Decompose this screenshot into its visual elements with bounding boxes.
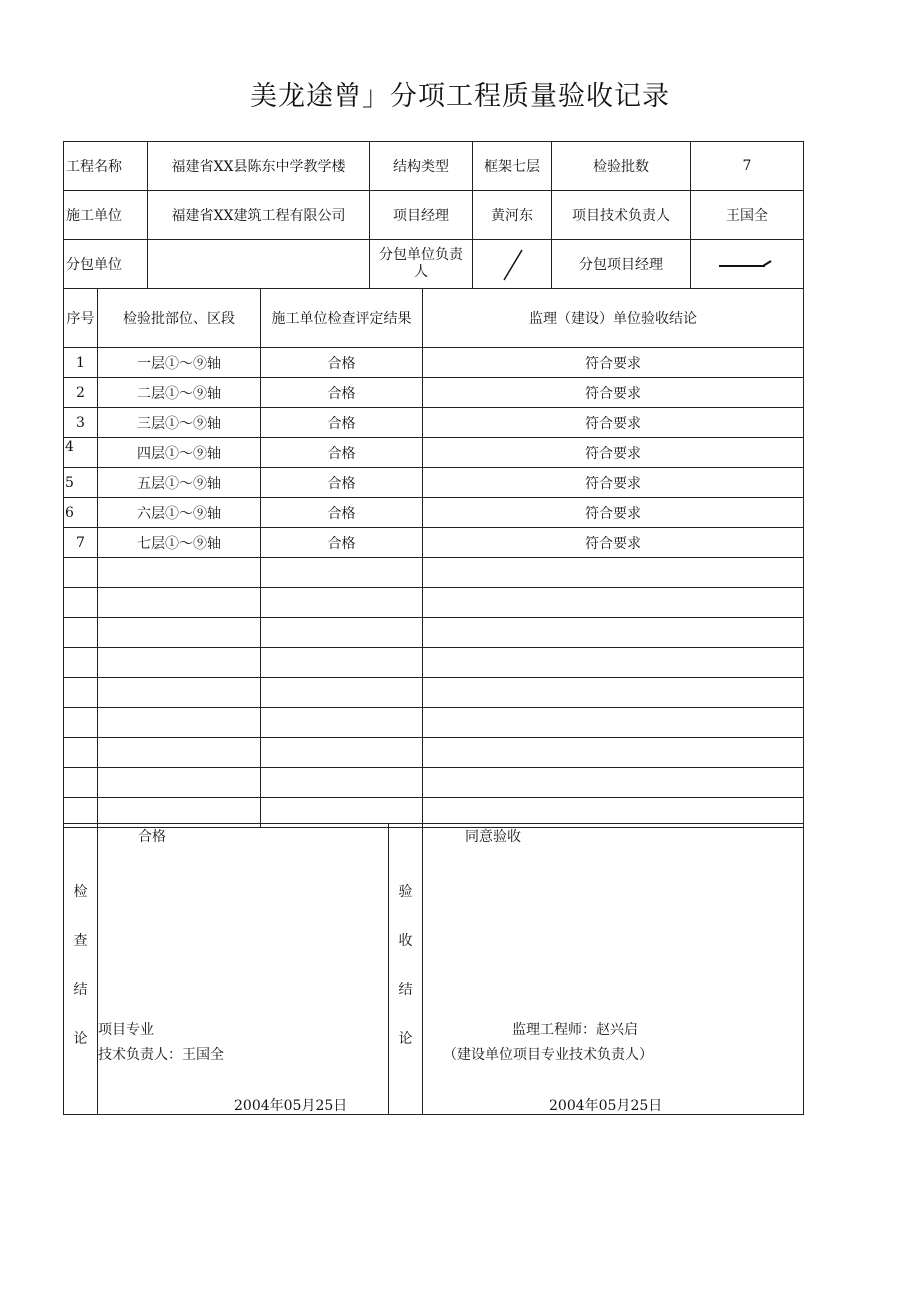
subcontractor-value <box>147 239 370 289</box>
row-5-result: 合格 <box>260 467 423 498</box>
empty-row-cell <box>422 647 804 678</box>
row-6-location: 六层①～⑨轴 <box>97 497 261 528</box>
row-1-conclusion: 符合要求 <box>422 347 804 378</box>
structure-type-label: 结构类型 <box>369 141 473 191</box>
check-signer-line2: 技术负责人：王国全 <box>98 1047 224 1063</box>
row-2-result: 合格 <box>260 377 423 408</box>
col-seq: 序号 <box>63 288 98 348</box>
empty-row-cell <box>260 707 423 738</box>
empty-row-cell <box>63 737 98 768</box>
check-label-char: 查 <box>73 933 88 949</box>
empty-row-cell <box>97 647 261 678</box>
row-7-seq: 7 <box>63 527 98 558</box>
sub-pm-value <box>690 239 804 289</box>
col-supervision: 监理（建设）单位验收结论 <box>422 288 804 348</box>
row-3-result: 合格 <box>260 407 423 438</box>
project-manager-value: 黄河东 <box>472 190 552 240</box>
empty-row-cell <box>422 707 804 738</box>
acceptance-label-chars <box>399 824 413 1064</box>
structure-type-value: 框架七层 <box>472 141 552 191</box>
page-title: 美龙途曾」分项工程质量验收记录 <box>250 81 670 112</box>
empty-row-cell <box>97 617 261 648</box>
empty-row-cell <box>422 767 804 798</box>
acceptance-form <box>64 142 805 1116</box>
tech-lead-label: 项目技术负责人 <box>551 190 691 240</box>
empty-row-cell <box>97 707 261 738</box>
sub-lead-label-line1: 分包单位负责 <box>379 247 463 263</box>
empty-row-cell <box>260 617 423 648</box>
row-1-location: 一层①～⑨轴 <box>97 347 261 378</box>
col-location: 检验批部位、区段 <box>97 288 261 348</box>
empty-row-cell <box>422 557 804 588</box>
row-2-location: 二层①～⑨轴 <box>97 377 261 408</box>
empty-row-cell <box>260 737 423 768</box>
construction-unit-label: 施工单位 <box>63 190 148 240</box>
acceptance-date: 2004年05月25日 <box>549 1098 663 1114</box>
project-name-label: 工程名称 <box>63 141 148 191</box>
row-4-location: 四层①～⑨轴 <box>97 437 261 468</box>
check-conclusion <box>97 823 389 1115</box>
tech-lead-value: 王国全 <box>690 190 804 240</box>
empty-row-cell <box>63 587 98 618</box>
check-label-char: 结 <box>73 982 88 998</box>
check-result: 合格 <box>138 829 166 845</box>
empty-row-cell <box>63 677 98 708</box>
project-name-value: 福建省XX县陈东中学教学楼 <box>147 141 370 191</box>
empty-row-cell <box>97 737 261 768</box>
acceptance-label <box>388 823 423 1115</box>
empty-row-cell <box>97 767 261 798</box>
row-2-seq: 2 <box>63 377 98 408</box>
check-signer-line1: 项目专业 <box>98 1022 154 1038</box>
check-label-chars <box>74 824 88 1064</box>
row-7-result: 合格 <box>260 527 423 558</box>
project-manager-label: 项目经理 <box>369 190 473 240</box>
dash-mark-icon <box>717 254 777 274</box>
acceptance-signer-line1: 监理工程师：赵兴启 <box>512 1022 638 1038</box>
check-date: 2004年05月25日 <box>234 1098 348 1114</box>
empty-row-cell <box>422 677 804 708</box>
row-3-conclusion: 符合要求 <box>422 407 804 438</box>
batch-count-value: 7 <box>690 141 804 191</box>
row-2-conclusion: 符合要求 <box>422 377 804 408</box>
row-6-seq: 6 <box>63 497 98 528</box>
empty-row-cell <box>422 617 804 648</box>
row-5-conclusion: 符合要求 <box>422 467 804 498</box>
row-3-seq: 3 <box>63 407 98 438</box>
row-5-seq: 5 <box>63 467 98 498</box>
empty-row-cell <box>422 587 804 618</box>
acceptance-label-char: 收 <box>398 933 413 949</box>
empty-row-cell <box>63 767 98 798</box>
acceptance-label-char: 验 <box>398 884 413 900</box>
empty-row-cell <box>97 677 261 708</box>
acceptance-result: 同意验收 <box>465 829 521 845</box>
empty-row-cell <box>63 617 98 648</box>
sub-pm-label: 分包项目经理 <box>551 239 691 289</box>
construction-unit-value: 福建省XX建筑工程有限公司 <box>147 190 370 240</box>
subcontractor-label: 分包单位 <box>63 239 148 289</box>
row-6-result: 合格 <box>260 497 423 528</box>
check-label-char: 论 <box>73 1031 88 1047</box>
empty-row-cell <box>97 557 261 588</box>
row-3-location: 三层①～⑨轴 <box>97 407 261 438</box>
empty-row-cell <box>260 557 423 588</box>
acceptance-conclusion <box>422 823 804 1115</box>
row-7-conclusion: 符合要求 <box>422 527 804 558</box>
row-1-seq: 1 <box>63 347 98 378</box>
row-1-result: 合格 <box>260 347 423 378</box>
sub-lead-label <box>369 239 473 289</box>
empty-row-cell <box>260 677 423 708</box>
empty-row-cell <box>63 647 98 678</box>
empty-row-cell <box>260 587 423 618</box>
row-6-conclusion: 符合要求 <box>422 497 804 528</box>
row-4-result: 合格 <box>260 437 423 468</box>
check-label <box>63 823 98 1115</box>
empty-row-cell <box>260 767 423 798</box>
batch-count-label: 检验批数 <box>551 141 691 191</box>
sub-lead-value <box>472 239 552 289</box>
slash-mark-icon <box>492 244 532 284</box>
acceptance-signer-line2: （建设单位项目专业技术负责人） <box>443 1047 653 1063</box>
row-4-seq: 4 <box>63 437 98 468</box>
acceptance-label-char: 论 <box>398 1031 413 1047</box>
col-self-check: 施工单位检查评定结果 <box>260 288 423 348</box>
acceptance-label-char: 结 <box>398 982 413 998</box>
empty-row-cell <box>63 557 98 588</box>
empty-row-cell <box>97 587 261 618</box>
row-5-location: 五层①～⑨轴 <box>97 467 261 498</box>
check-label-char: 检 <box>73 884 88 900</box>
row-4-conclusion: 符合要求 <box>422 437 804 468</box>
empty-row-cell <box>422 737 804 768</box>
empty-row-cell <box>63 707 98 738</box>
empty-row-cell <box>260 647 423 678</box>
sub-lead-label-line2: 人 <box>414 264 428 280</box>
row-7-location: 七层①～⑨轴 <box>97 527 261 558</box>
